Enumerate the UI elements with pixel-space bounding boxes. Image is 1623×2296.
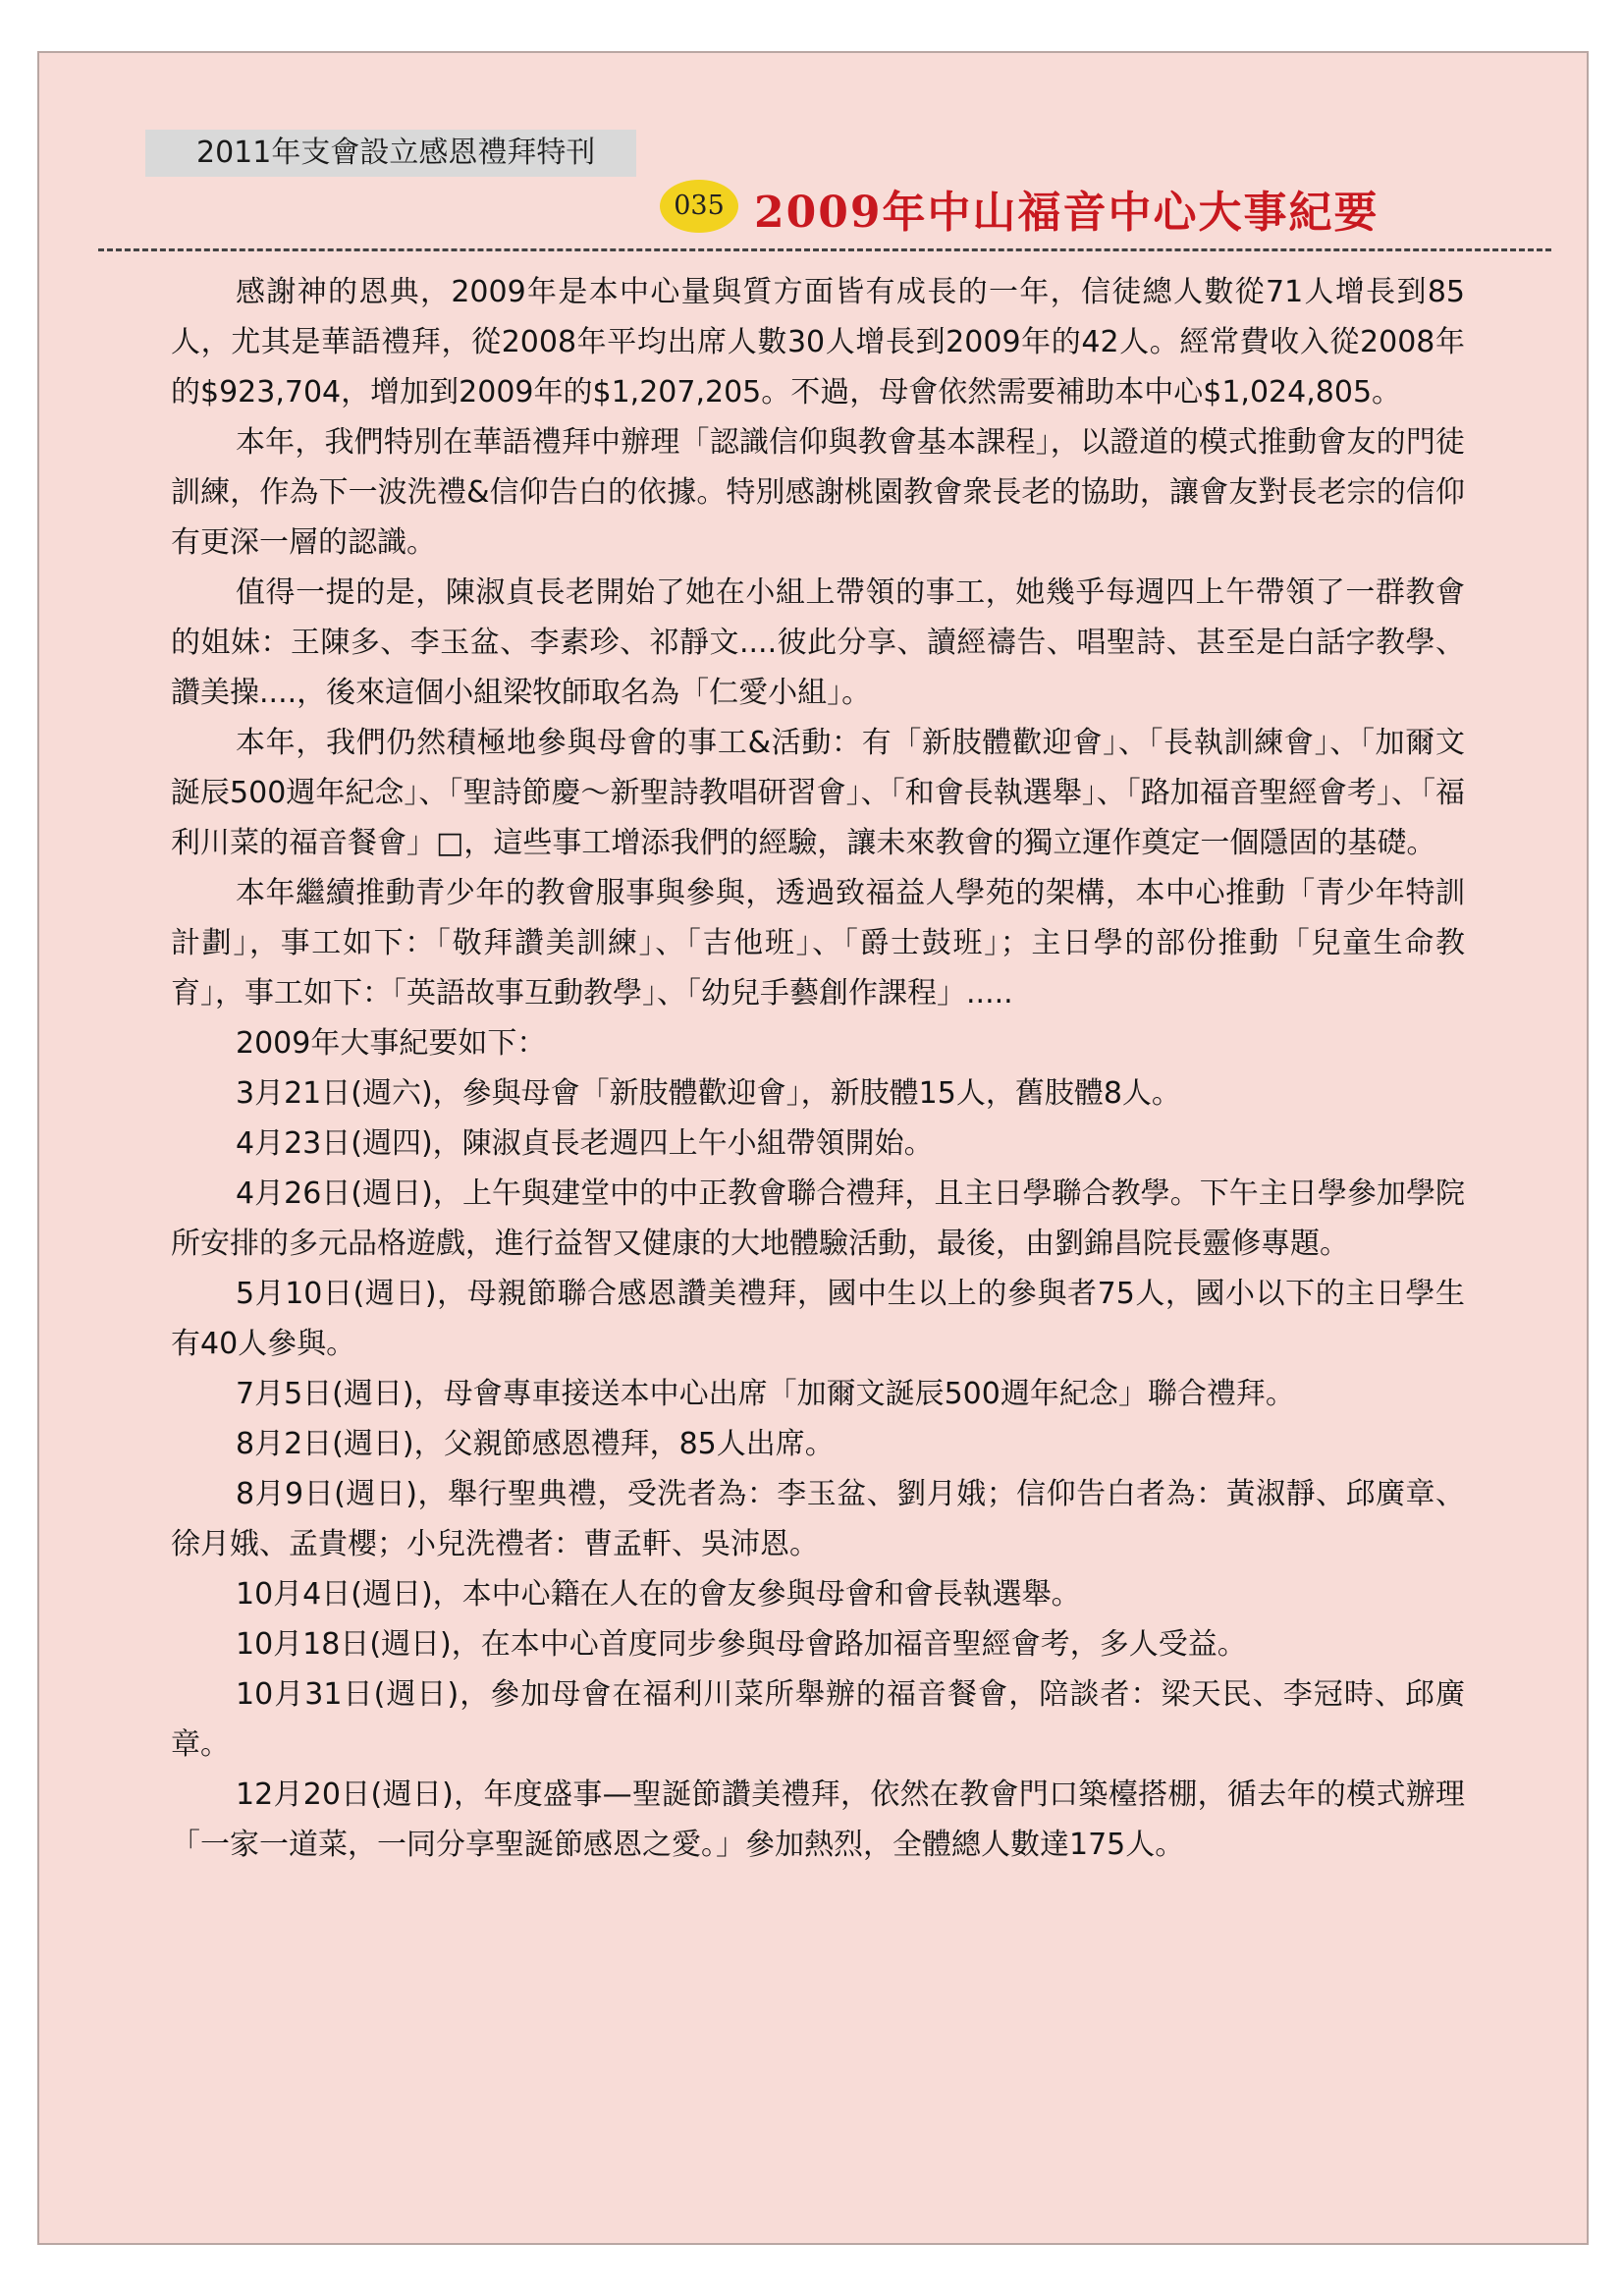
paragraph: 值得一提的是，陳淑貞長老開始了她在小組上帶領的事工，她幾乎每週四上午帶領了一群教會的姐妹：王陳多、李玉盆、李素珍、祁靜文....彼此分享、讀經禱告、唱聖詩、甚至是白話字教學、讚美操....，後來這個小組梁牧師取名為「仁愛小組」。	[171, 575, 1465, 710]
event-item: 7月5日(週日)，母會專車接送本中心出席「加爾文誕辰500週年紀念」聯合禮拜。	[236, 1377, 1295, 1411]
event-item: 10月4日(週日)，本中心籍在人在的會友參與母會和會長執選舉。	[236, 1577, 1081, 1612]
event-item: 3月21日(週六)，參與母會「新肢體歡迎會」，新肢體15人，舊肢體8人。	[236, 1076, 1181, 1111]
page-title: 2009年中山福音中心大事紀要	[754, 188, 1380, 238]
event-item: 8月2日(週日)，父親節感恩禮拜，85人出席。	[236, 1427, 835, 1461]
page-number-badge: 035	[660, 180, 738, 233]
paragraph: 2009年大事紀要如下：	[236, 1026, 547, 1061]
article-body	[171, 267, 1465, 1870]
paragraph: 本年繼續推動青少年的教會服事與參與，透過致福益人學苑的架構，本中心推動「青少年特訓計劃」，事工如下：「敬拜讚美訓練」、「吉他班」、「爵士鼓班」；主日學的部份推動「兒童生命教育」，事工如下：「英語故事互動教學」、「幼兒手藝創作課程」.....	[171, 876, 1465, 1011]
paragraph: 本年，我們仍然積極地參與母會的事工&活動：有「新肢體歡迎會」、「長執訓練會」、「加爾文誕辰500週年紀念」、「聖詩節慶～新聖詩教唱研習會」、「和會長執選舉」、「路加福音聖經會考」、「福利川菜的福音餐會」□，這些事工增添我們的經驗，讓未來教會的獨立運作奠定一個隱固的基礎。	[171, 726, 1465, 860]
event-item: 4月26日(週日)，上午與建堂中的中正教會聯合禮拜，且主日學聯合教學。下午主日學參加學院所安排的多元品格遊戲，進行益智又健康的大地體驗活動，最後，由劉錦昌院長靈修專題。	[171, 1176, 1465, 1261]
publication-header: 2011年支會設立感恩禮拜特刊	[145, 130, 636, 177]
event-item: 5月10日(週日)，母親節聯合感恩讚美禮拜，國中生以上的參與者75人，國小以下的主日學生有40人參與。	[171, 1277, 1465, 1361]
event-item: 4月23日(週四)，陳淑貞長老週四上午小組帶領開始。	[236, 1126, 934, 1161]
event-item: 12月20日(週日)，年度盛事—聖誕節讚美禮拜，依然在教會門口築檯搭棚，循去年的模式辦理「一家一道菜，一同分享聖誕節感恩之愛。」參加熱烈，全體總人數達175人。	[171, 1777, 1465, 1862]
event-item: 8月9日(週日)，舉行聖典禮，受洗者為：李玉盆、劉月娥；信仰告白者為：黃淑靜、邱廣章、徐月娥、孟貴櫻；小兒洗禮者：曹孟軒、吳沛恩。	[171, 1477, 1465, 1561]
event-item: 10月18日(週日)，在本中心首度同步參與母會路加福音聖經會考，多人受益。	[236, 1627, 1247, 1662]
paragraph: 感謝神的恩典，2009年是本中心量與質方面皆有成長的一年，信徒總人數從71人增長到85人，尤其是華語禮拜，從2008年平均出席人數30人增長到2009年的42人。經常費收入從2008年的$923,704，增加到2009年的$1,207,205。不過，母會依然需要補助本中心$1,024,805。	[171, 275, 1465, 410]
event-item: 10月31日(週日)，參加母會在福利川菜所舉辦的福音餐會，陪談者：梁天民、李冠時、邱廣章。	[171, 1677, 1465, 1762]
header-divider	[98, 248, 1551, 251]
paragraph: 本年，我們特別在華語禮拜中辦理「認識信仰與教會基本課程」，以證道的模式推動會友的門徒訓練，作為下一波洗禮&信仰告白的依據。特別感謝桃園教會衆長老的協助，讓會友對長老宗的信仰有更深一層的認識。	[171, 425, 1465, 560]
